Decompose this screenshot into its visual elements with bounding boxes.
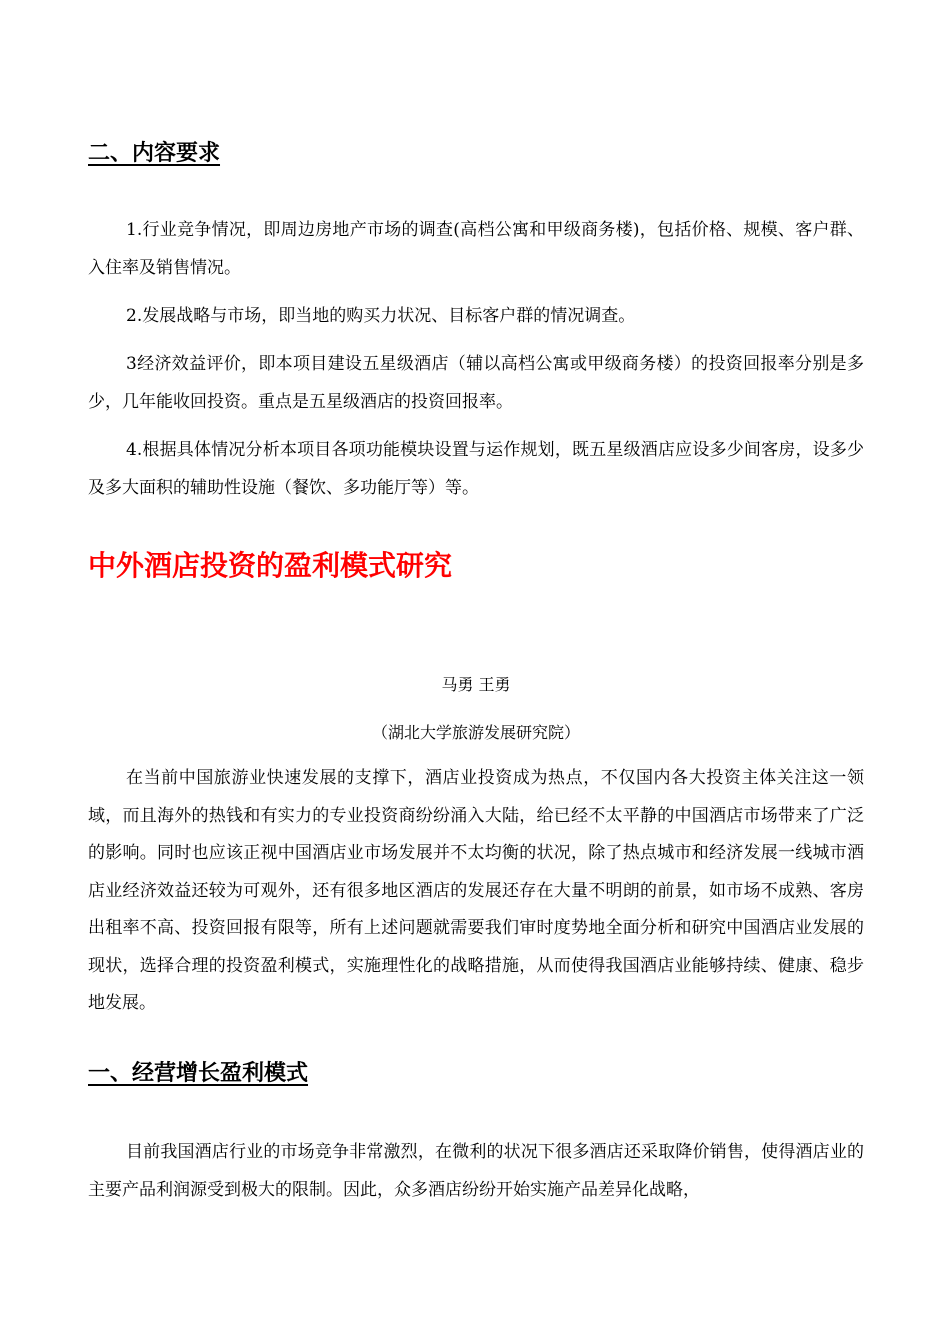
article-intro-paragraph: 在当前中国旅游业快速发展的支撑下，酒店业投资成为热点，不仅国内各大投资主体关注这一领域，而且海外的热钱和有实力的专业投资商纷纷涌入大陆，给已经不太平静的中国酒店市场带来了广泛的影响。同时也应该正视中国酒店业市场发展并不太均衡的状况，除了热点城市和经济发展一线城市酒店业经济效益还较为可观外，还有很多地区酒店的发展还存在大量不明朗的前景，如市场不成熟、客房出租率不高、投资回报有限等，所有上述问题就需要我们审时度势地全面分析和研究中国酒店业发展的现状，选择合理的投资盈利模式，实施理性化的战略措施，从而使得我国酒店业能够持续、健康、稳步地发展。 (88, 768, 864, 1013)
requirement-item-3: 3经济效益评价，即本项目建设五星级酒店（辅以高档公寓或甲级商务楼）的投资回报率分别是多少，几年能收回投资。重点是五星级酒店的投资回报率。 (88, 354, 864, 412)
requirement-item-2: 2.发展战略与市场，即当地的购买力状况、目标客户群的情况调查。 (126, 306, 636, 326)
requirement-item-1: 1.行业竞争情况，即周边房地产市场的调查(高档公寓和甲级商务楼)，包括价格、规模、客户群、入住率及销售情况。 (88, 220, 864, 278)
section1-paragraph: 目前我国酒店行业的市场竞争非常激烈，在微利的状况下很多酒店还采取降价销售，使得酒店业的主要产品利润源受到极大的限制。因此，众多酒店纷纷开始实施产品差异化战略， (88, 1142, 864, 1200)
article-authors: 马勇 王勇 (441, 675, 511, 694)
requirement-item-4: 4.根据具体情况分析本项目各项功能模块设置与运作规划，既五星级酒店应设多少间客房，设多少及多大面积的辅助性设施（餐饮、多功能厅等）等。 (88, 440, 864, 498)
article-affiliation: （湖北大学旅游发展研究院） (371, 723, 580, 742)
article-title: 中外酒店投资的盈利模式研究 (88, 549, 453, 582)
section-heading-operating-growth: 一、经营增长盈利模式 (88, 1061, 309, 1086)
section-heading-content-requirements: 二、内容要求 (88, 141, 221, 166)
